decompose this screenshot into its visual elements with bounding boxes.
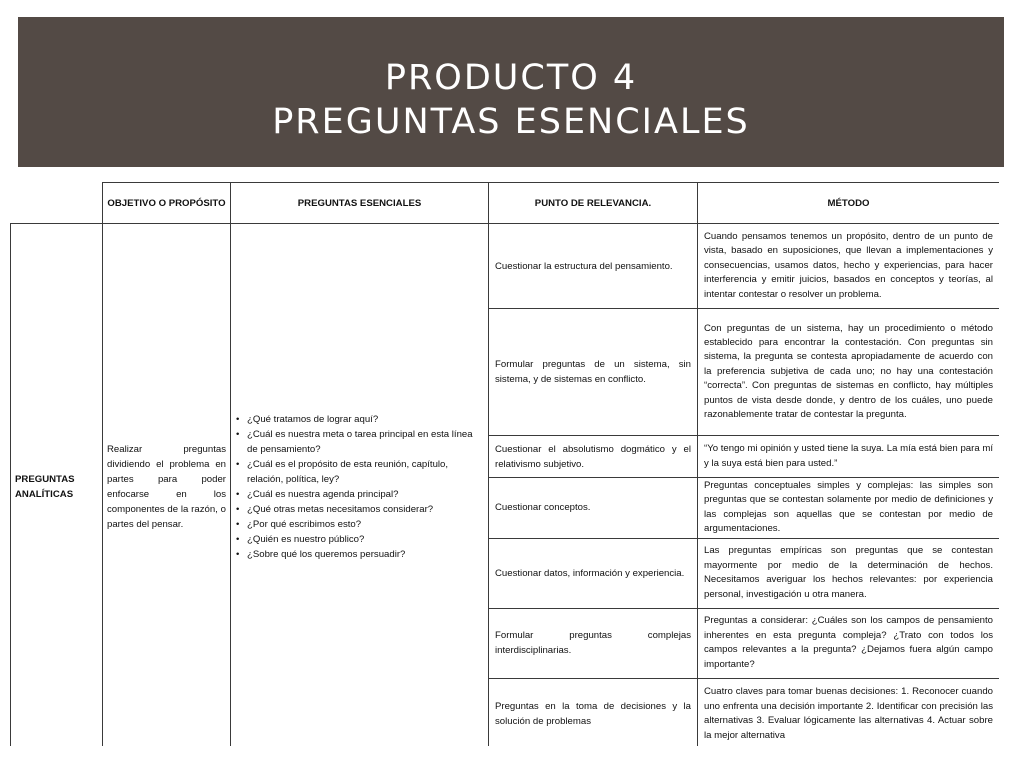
list-item: • ¿Cuál es el propósito de esta reunión, capítulo, relación, política, ley?	[245, 457, 484, 487]
relevance-cell: Formular preguntas complejas interdisciplinarias.	[489, 608, 698, 678]
row-label-cell: PREGUNTAS ANALÍTICAS	[11, 224, 103, 747]
relevance-cell: Cuestionar datos, información y experiencia.	[489, 538, 698, 608]
objective-cell: Realizar preguntas dividiendo el problema en partes para poder enfocarse en los componentes de la razón, o partes del pensar.	[103, 224, 231, 747]
relevance-cell: Formular preguntas de un sistema, sin sistema, y de sistemas en conflicto.	[489, 309, 698, 436]
method-cell: Con preguntas de un sistema, hay un procedimiento o método establecido para encontrar la contestación. Con preguntas sin sistema, la pregunta se contesta apropiadamente de acuerdo con la preferencia subjetiva de cada uno; no hay una contestación “correcta”. Con preguntas de sistemas en conflicto, hay múltiples puntos de vista desde donde, y dentro de los cuáles, uno puede razonablemente tratar de contestar la pregunta.	[698, 309, 1000, 436]
header-objective: OBJETIVO O PROPÓSITO	[103, 183, 231, 224]
method-cell: Preguntas a considerar: ¿Cuáles son los campos de pensamiento inherentes en esta pregunta compleja? ¿Trato con todos los campos relevantes a la pregunta? ¿Dejamos fuera algún campo importante?	[698, 608, 1000, 678]
title-line-2: PREGUNTAS ESENCIALES	[272, 102, 750, 142]
list-item: • ¿Sobre qué los queremos persuadir?	[245, 547, 484, 562]
slide-title	[18, 56, 1004, 144]
relevance-cell: Preguntas en la toma de decisiones y la solución de problemas	[489, 678, 698, 746]
method-cell: Cuando pensamos tenemos un propósito, dentro de un punto de vista, basado en suposiciones, que llevan a implementaciones y consecuencias, usamos datos, hecho y experiencias, para hacer interferencia y emitir juicios, basados en conceptos y teorías, al intentar contestar o resolver un problema.	[698, 224, 1000, 309]
header-method: MÉTODO	[698, 183, 1000, 224]
title-line-1: PRODUCTO 4	[384, 58, 638, 98]
list-item: • ¿Qué tratamos de lograr aquí?	[245, 412, 484, 427]
questions-table-wrapper	[10, 182, 999, 746]
header-questions: PREGUNTAS ESENCIALES	[231, 183, 489, 224]
relevance-cell: Cuestionar el absolutismo dogmático y el relativismo subjetivo.	[489, 436, 698, 478]
header-corner	[11, 183, 103, 224]
title-banner	[18, 17, 1004, 167]
questions-table	[10, 182, 999, 746]
method-cell: Las preguntas empíricas son preguntas que se contestan mayormente por medio de la determinación de hechos. Necesitamos averiguar los hechos relevantes: por experiencia personal, investigación u otra manera.	[698, 538, 1000, 608]
questions-list	[235, 412, 484, 562]
method-cell: Cuatro claves para tomar buenas decisiones: 1. Reconocer cuando uno enfrenta una decisión importante 2. Identificar con precisión las alternativas 3. Evaluar lógicamente las alternativas 4. Actuar sobre la mejor alternativa	[698, 678, 1000, 746]
list-item: • ¿Qué otras metas necesitamos considerar?	[245, 502, 484, 517]
list-item: • ¿Cuál es nuestra meta o tarea principal en esta línea de pensamiento?	[245, 427, 484, 457]
header-row	[11, 183, 1000, 224]
questions-cell	[231, 224, 489, 747]
table-row	[11, 224, 1000, 309]
relevance-cell: Cuestionar conceptos.	[489, 478, 698, 539]
list-item: • ¿Cuál es nuestra agenda principal?	[245, 487, 484, 502]
method-cell: Preguntas conceptuales simples y complejas: las simples son preguntas que se contestan solamente por medio de definiciones y las complejas son aquellas que se contestan por medio de argumentaciones.	[698, 478, 1000, 539]
relevance-cell: Cuestionar la estructura del pensamiento.	[489, 224, 698, 309]
header-relevance: PUNTO DE RELEVANCIA.	[489, 183, 698, 224]
list-item: • ¿Por qué escribimos esto?	[245, 517, 484, 532]
list-item: • ¿Quién es nuestro público?	[245, 532, 484, 547]
method-cell: “Yo tengo mi opinión y usted tiene la suya. La mía está bien para mí y la suya está bien para usted.”	[698, 436, 1000, 478]
